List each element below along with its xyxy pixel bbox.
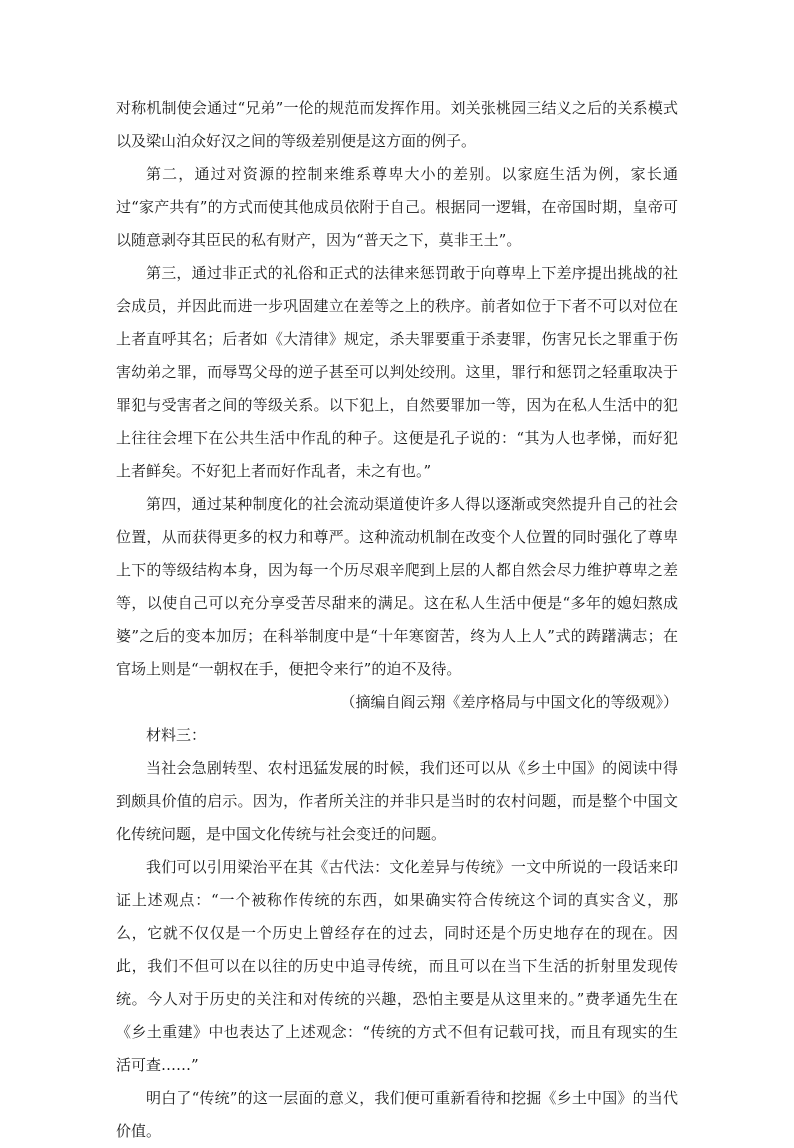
- document-page: [116, 92, 678, 1148]
- paragraph-material3-3: 明白了“传统”的这一层面的意义，我们便可重新看待和挖掘《乡土中国》的当代价值。: [116, 1089, 678, 1140]
- paragraph-material3-1: 当社会急剧转型、农村迅猛发展的时候，我们还可以从《乡土中国》的阅读中得到颇具价值的启示。因为，作者所关注的并非只是当时的农村问题，而是整个中国文化传统问题，是中国文化传统与社会变迁的问题。: [116, 759, 678, 843]
- source-citation: （摘编自阎云翔《差序格局与中国文化的等级观》）: [340, 693, 678, 711]
- paragraph-symmetry: 对称机制使会通过“兄弟”一伦的规范而发挥作用。刘关张桃园三结义之后的关系模式以及梁山泊众好汉之间的等级差别便是这方面的例子。: [116, 99, 678, 150]
- paragraph-second: 第二，通过对资源的控制来维系尊卑大小的差别。以家庭生活为例，家长通过“家产共有”的方式而使其他成员依附于自己。根据同一逻辑，在帝国时期，皇帝可以随意剥夺其臣民的私有财产，因为“普天之下，莫非王土”。: [116, 165, 678, 249]
- paragraph-fourth: 第四，通过某种制度化的社会流动渠道使许多人得以逐渐或突然提升自己的社会位置，从而获得更多的权力和尊严。这种流动机制在改变个人位置的同时强化了尊卑上下的等级结构本身，因为每一个历尽艰辛爬到上层的人都自然会尽力维护尊卑之差等，以使自己可以充分享受苦尽甜来的满足。这在私人生活中便是“多年的媳妇熬成婆”之后的变本加厉；在科举制度中是“十年寒窗苦，终为人上人”式的踌躇满志；在官场上则是“一朝权在手，便把令来行”的迫不及待。: [116, 495, 678, 678]
- material-label: 材料三：: [146, 726, 207, 744]
- paragraph-third: 第三，通过非正式的礼俗和正式的法律来惩罚敢于向尊卑上下差序提出挑战的社会成员，并因此而进一步巩固建立在差等之上的秩序。前者如位于下者不可以对位在上者直呼其名；后者如《大清律》规定，杀夫罪要重于杀妻罪，伤害兄长之罪重于伤害幼弟之罪，而辱骂父母的逆子甚至可以判处绞刑。这里，罪行和惩罚之轻重取决于罪犯与受害者之间的等级关系。以下犯上，自然要罪加一等，因为在私人生活中的犯上往往会埋下在公共生活中作乱的种子。这便是孔子说的：“其为人也孝悌，而好犯上者鲜矣。不好犯上者而好作乱者，未之有也。”: [116, 264, 678, 480]
- paragraph-material3-2: 我们可以引用梁治平在其《古代法：文化差异与传统》一文中所说的一段话来印证上述观点：“一个被称作传统的东西，如果确实符合传统这个词的真实含义，那么，它就不仅仅是一个历史上曾经存在的过去，同时还是个历史地存在的现在。因此，我们不但可以在以往的历史中追寻传统，而且可以在当下生活的折射里发现传统。今人对于历史的关注和对传统的兴趣，恐怕主要是从这里来的。”费孝通先生在《乡土重建》中也表达了上述观念：“传统的方式不但有记载可找，而且有现实的生活可查……”: [116, 858, 678, 1074]
